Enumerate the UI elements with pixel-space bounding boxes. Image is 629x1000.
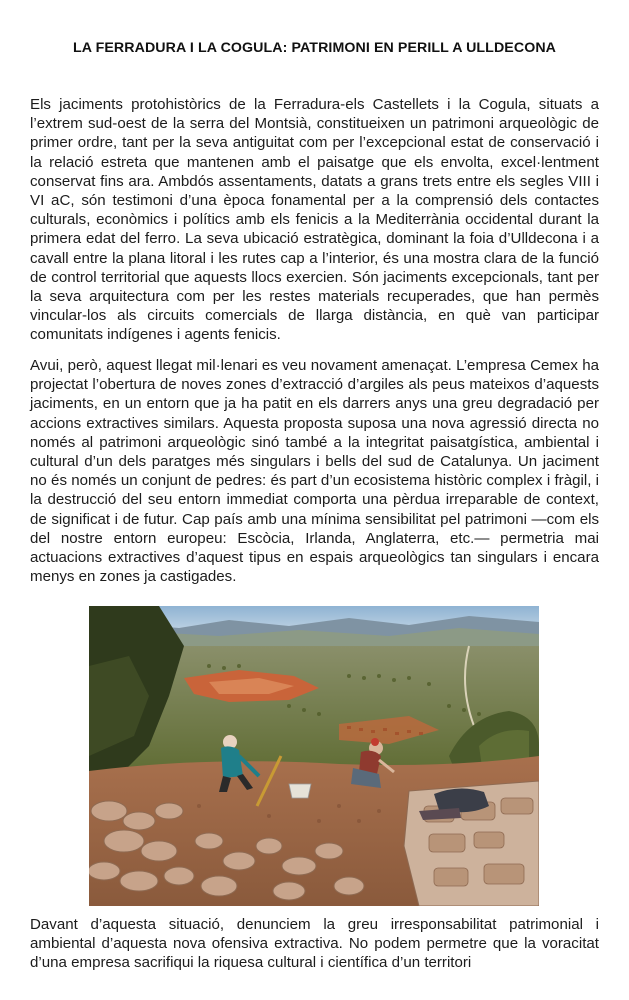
excavation-photo xyxy=(89,606,539,906)
jacket xyxy=(434,788,489,812)
paragraph-denounce: Davant d’aquesta situació, denunciem la greu irresponsabilitat patrimonial i ambiental d’aquesta nova ofensiva extractiva. No podem permetre que la voracitat d’una empresa sacrifiqui la riquesa cultural i científica d’un territori xyxy=(30,916,599,972)
paragraph-threat: Avui, però, aquest llegat mil·lenari es veu novament amenaçat. L’empresa Cemex ha projectat l’obertura de noves zones d’extracció d’argiles als peus mateixos d’aquests jaciments, en un entorn que ja ha patit en els darrers anys una greu degradació per accions extractives similars. Aquesta proposta suposa una nova agressió directa no només al patrimoni arqueològic sinó també a la integritat paisatgística, ambiental i cultural d’un dels paratges més singulars i bells del sud de Catalunya. Un jaciment no és només un conjunt de pedres: és part d’un ecosistema històric complex i fràgil, i la destrucció del seu entorn immediat comporta una pèrdua irreparable de context, de significat i de futur. Cap país amb una mínima sensibilitat pel patrimoni —com els del nostre entorn europeu: Escòcia, Irlanda, Anglaterra, etc.— permetria mai actuacions extractives d’aquest tipus en espais arqueològics tan singulars i encara menys en zones ja castigades. xyxy=(30,357,599,586)
article-title: LA FERRADURA I LA COGULA: PATRIMONI EN PERILL A ULLDECONA xyxy=(72,40,557,56)
paragraph-intro: Els jaciments protohistòrics de la Ferradura-els Castellets i la Cogula, situats a l’extrem sud-oest de la serra del Montsià, constitueixen un patrimoni arqueològic de primer ordre, tant per la seva antiguitat com per l’excepcional estat de conservació i la relació estreta que mantenen amb el paisatge que els envolta, excel·lentment conservat fins ara. Ambdós assentaments, datats a grans trets entre els segles VIII i VI aC, són testimoni d’una època fonamental per a la comprensió dels contactes culturals, econòmics i polítics amb els fenicis a la Mediterrània occidental durant la primera edat del ferro. La seva ubicació estratègica, dominant la foia d’Ulldecona i a cavall entre la plana litoral i les rutes cap a l’interior, és una mostra clara de la funció de control territorial que aquests llocs exercien. Són jaciments excepcionals, tant per la seva arquitectura com per les restes materials recuperades, que han permès vincular-los als circuits comercials de llarga distància, en què van participar comunitats indígenes i agents fenicis. xyxy=(30,96,599,344)
